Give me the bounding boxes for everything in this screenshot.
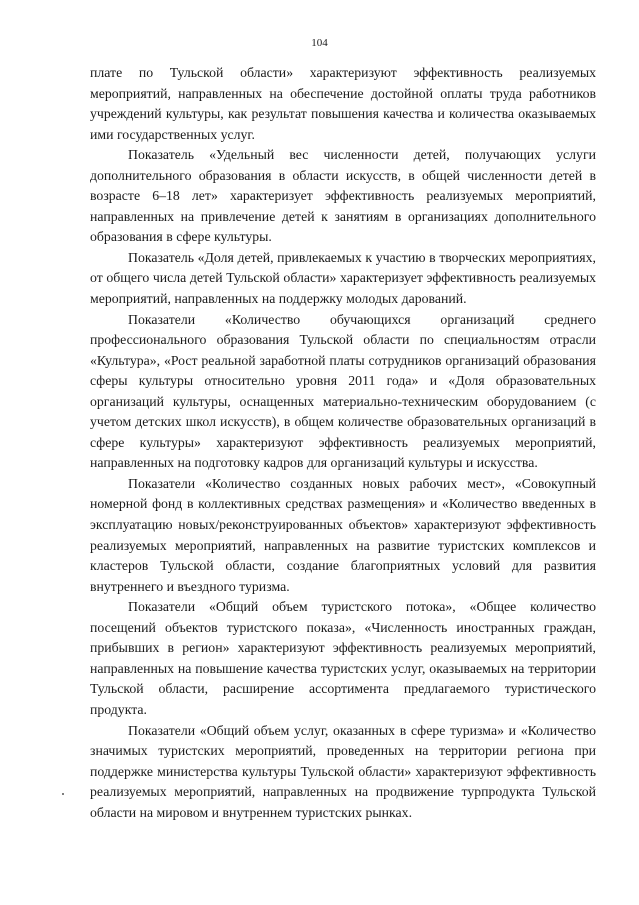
paragraph: Показатели «Общий объем туристского потока», «Общее количество посещений объектов туристского показа», «Численность иностранных граждан, прибывших в регион» характеризуют эффективность реализуемых мероприятий, направленных на повышение качества туристских услуг, оказываемых на территории Тульской области, расширение ассортимента предлагаемого туристического продукта. — [90, 599, 596, 717]
paragraph: Показатели «Общий объем услуг, оказанных в сфере туризма» и «Количество значимых туристских мероприятий, проведенных на территории региона при поддержке министерства культуры Тульской области» характеризуют эффективность реализуемых мероприятий, направленных на продвижение турпродукта Тульской области на мировом и внутреннем туристских рынках. — [90, 722, 596, 820]
paragraph: Показатели «Количество созданных новых рабочих мест», «Совокупный номерной фонд в коллективных средствах размещения» и «Количество введенных в эксплуатацию новых/реконструированных объектов» характеризуют эффективность реализуемых мероприятий, направленных на развитие туристских комплексов и кластеров Тульской области, создание благоприятных условий для развития внутреннего и въездного туризма. — [90, 475, 596, 594]
paragraph: Показатель «Удельный вес численности детей, получающих услуги дополнительного образования в области искусств, в общей численности детей в возрасте 6–18 лет» характеризует эффективность реализуемых мероприятий, направленных на привлечение детей к занятиям в организациях дополнительного образования в сфере культуры. — [90, 147, 596, 245]
page-number: 104 — [311, 37, 328, 49]
body-text — [90, 63, 596, 823]
scan-speck — [62, 793, 64, 795]
paragraph: Показатель «Доля детей, привлекаемых к участию в творческих мероприятиях, от общего числа детей Тульской области» характеризует эффективность реализуемых мероприятий, направленных на поддержку молодых дарований. — [90, 249, 596, 307]
paragraph: Показатели «Количество обучающихся организаций среднего профессионального образования Тульской области по специальностям отрасли «Культура», «Рост реальной заработной платы сотрудников организаций образования сферы культуры относительно уровня 2011 года» и «Доля образовательных организаций культуры, оснащенных материально-техническим оборудованием (с учетом детских школ искусств), в общем количестве образовательных организаций в сфере культуры» характеризуют эффективность реализуемых мероприятий, направленных на подготовку кадров для организаций культуры и искусства. — [90, 311, 596, 471]
paragraph-continuation: плате по Тульской области» характеризуют эффективность реализуемых мероприятий, направленных на обеспечение достойной оплаты труда работников учреждений культуры, как результат повышения качества и количества оказываемых ими государственных услуг. — [90, 65, 596, 142]
